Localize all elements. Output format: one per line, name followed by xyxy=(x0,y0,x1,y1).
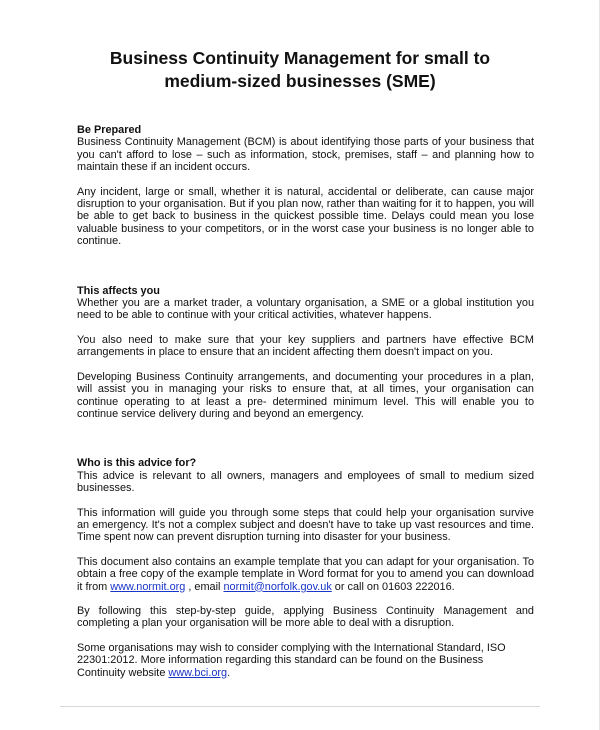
footer-divider xyxy=(60,706,540,707)
title-line-2: medium-sized businesses (SME) xyxy=(164,71,436,91)
paragraph: Whether you are a market trader, a voluntary organisation, a SME or a global institution you need to be able to continue with your critical activities, whatever happens. xyxy=(77,297,534,322)
paragraph: This information will guide you through some steps that could help your organisation survive an emergency. It's not a complex subject and doesn't have to take up vast resources and time. Time spent now can prevent disruption turning into disaster for your business. xyxy=(77,506,534,544)
template-text-middle: , email xyxy=(185,580,224,593)
document-body xyxy=(77,124,534,679)
bci-website-link[interactable]: www.bci.org xyxy=(168,666,228,679)
paragraph: You also need to make sure that your key suppliers and partners have effective BCM arrangements in place to ensure that an incident affecting them doesn't impact on you. xyxy=(77,333,534,359)
iso-paragraph xyxy=(77,642,534,679)
template-text-after: or call on 01603 222016. xyxy=(331,580,455,593)
iso-text-after: . xyxy=(227,666,231,679)
template-paragraph xyxy=(77,556,534,593)
normit-email-link[interactable]: normit@norfolk.gov.uk xyxy=(223,580,332,593)
paragraph: Business Continuity Management (BCM) is about identifying those parts of your business that you can't afford to lose – such as information, stock, premises, staff – and planning how to maintain these if an incident occurs. xyxy=(77,136,534,174)
section-heading-be-prepared: Be Prepared xyxy=(77,124,142,136)
page-title xyxy=(60,47,540,93)
section-heading-this-affects-you: This affects you xyxy=(77,284,160,297)
section-heading-who-is-this-advice-for: Who is this advice for? xyxy=(77,457,197,470)
paragraph: Any incident, large or small, whether it is natural, accidental or deliberate, can cause major disruption to your organisation. But if you plan now, rather than waiting for it to happen, you will be able to get back to business in the quickest possible time. Delays could mean you lose valuable business to your competitors, or in the worst case your business is no longer able to continue. xyxy=(77,185,534,248)
iso-text-before: Some organisations may wish to consider complying with the International Standard, ISO 22301:2012. More information regarding this standard can be found on the Business Continuity website xyxy=(77,641,506,679)
title-line-1: Business Continuity Management for small to xyxy=(109,48,491,68)
paragraph: By following this step-by-step guide, applying Business Continuity Management and completing a plan your organisation will be more able to deal with a disruption. xyxy=(77,604,534,630)
template-text-before: This document also contains an example template that you can adapt for your organisation. To obtain a free copy of the example template in Word format for you to amend you can download it from xyxy=(77,555,534,593)
paragraph: Developing Business Continuity arrangements, and documenting your procedures in a plan, will assist you in managing your risks to ensure that, at all times, your organisation can continue operating to at least a pre- determined minimum level. This will enable you to continue service delivery during and beyond an emergency. xyxy=(77,370,534,420)
paragraph: This advice is relevant to all owners, managers and employees of small to medium sized businesses. xyxy=(77,469,534,495)
normit-website-link[interactable]: www.normit.org xyxy=(110,580,186,593)
